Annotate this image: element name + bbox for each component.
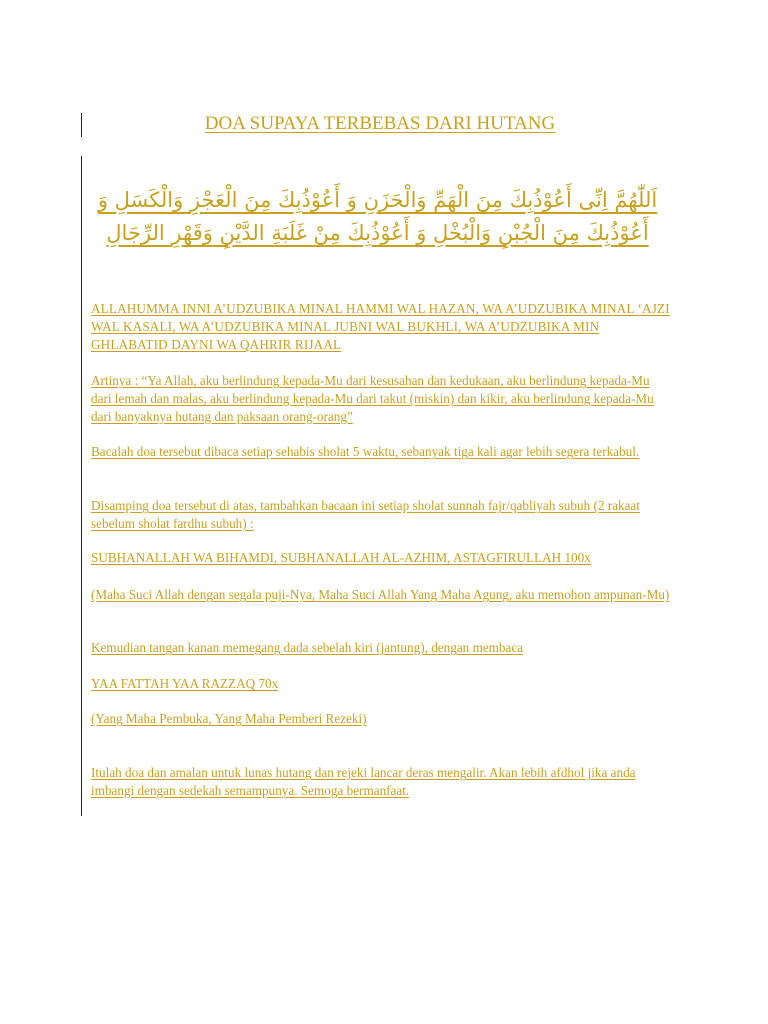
closing-paragraph: Itulah doa dan amalan untuk lunas hutang dan rejeki lancar deras mengalir. Akan lebih afdhol jika anda imbangi dengan sedekah semampunya. Semoga bermanfaat. [91, 765, 636, 798]
arabic-prayer-text: اَللّٰهُمَّ اِنِّى أَعُوْذُبِكَ مِنَ الْهَمِّ وَالْحَزَنِ وَ أَعُوْذُبِكَ مِنَ الْعَجْزِ وَالْكَسَلِ وَ أَعُوْذُبِكَ مِنَ الْجُبْنِ وَالْبُخْلِ وَ أَعُوْذُبِكَ مِنْ غَلَبَةِ الدَّيْنِ وَقَهْرِ الرِّجَالِ [97, 188, 658, 245]
hand-instruction-paragraph: Kemudian tangan kanan memegang dada sebelah kiri (jantung), dengan membaca [91, 640, 524, 655]
margin-marker-top [81, 113, 82, 137]
dhikr-meaning-paragraph: (Maha Suci Allah dengan segala puji-Nya, Maha Suci Allah Yang Maha Agung, aku memohon ampunan-Mu) [91, 587, 670, 602]
dhikr-paragraph: SUBHANALLAH WA BIHAMDI, SUBHANALLAH AL-AZHIM, ASTAGFIRULLAH 100x [91, 550, 591, 565]
transliteration-paragraph: ALLAHUMMA INNI A’UDZUBIKA MINAL HAMMI WAL HAZAN, WA A’UDZUBIKA MINAL ‘AJZI WAL KASALI, WA A’UDZUBIKA MINAL JUBNI WAL BUKHLI, WA A’UDZUBIKA MIN GHLABATID DAYNI WA QAHRIR RIJAAL [91, 301, 670, 352]
additional-reading-paragraph: Disamping doa tersebut di atas, tambahkan bacaan ini setiap sholat sunnah fajr/qabliyah subuh (2 rakaat sebelum sholat fardhu subuh) : [91, 498, 640, 531]
second-dhikr-paragraph: YAA FATTAH YAA RAZZAQ 70x [91, 676, 279, 691]
margin-marker-body [81, 156, 82, 816]
translation-paragraph: Artinya : “Ya Allah, aku berlindung kepada-Mu dari kesusahan dan kedukaan, aku berlindung kepada-Mu dari lemah dan malas, aku berlindung kepada-Mu dari takut (miskin) dan kikir, aku berlindung kepada-Mu dari banyaknya hutang dan paksaan orang-orang” [91, 373, 654, 424]
second-dhikr-meaning-paragraph: (Yang Maha Pembuka, Yang Maha Pemberi Rezeki) [91, 711, 367, 726]
document-title: DOA SUPAYA TERBEBAS DARI HUTANG [204, 113, 556, 134]
instruction-paragraph: Bacalah doa tersebut dibaca setiap sehabis sholat 5 waktu, sebanyak tiga kali agar lebih segera terkabul. [91, 444, 640, 459]
